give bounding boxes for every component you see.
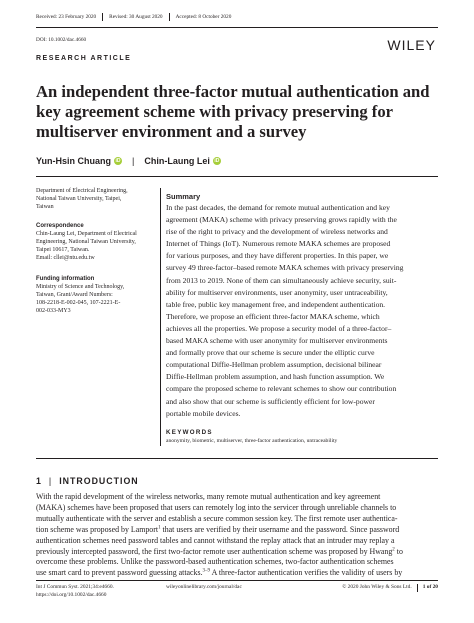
section-separator: | <box>48 476 53 486</box>
summary-heading: Summary <box>166 192 201 201</box>
body-line: authentication schemes need password tables and cannot withstand the replay attack that an intruder may replay a <box>36 535 395 545</box>
footer-right <box>342 584 438 592</box>
summary-line: Diffie-Hellman problem assumption, and hash function assumption. We <box>166 372 385 382</box>
author-name[interactable]: Chin-Laung Lei <box>144 156 210 166</box>
correspondence <box>36 222 154 262</box>
summary-line: for various purposes, and they have different properties. In this paper, we <box>166 251 389 261</box>
summary-line: Internet of Things (IoT). Numerous remote MAKA schemes are proposed <box>166 239 391 249</box>
intro-paragraph <box>36 492 438 579</box>
funding <box>36 275 154 315</box>
summary-line: and formally prove that our scheme is secure under the elliptic curve <box>166 348 375 358</box>
title-line: key agreement scheme with privacy preserving for <box>36 102 393 121</box>
section-number: 1 <box>36 476 42 486</box>
correspondence-line: Chin-Laung Lei, Department of Electrical <box>36 231 137 238</box>
copyright: © 2020 John Wiley & Sons Ltd. <box>342 584 412 591</box>
summary-line: achieves all the properties. We propose a security model of a three-factor– <box>166 323 392 333</box>
body-line: (MAKA) schemes have been proposed that users can remotely log into the servicer through unreliable channels to <box>36 502 397 512</box>
body-line: use smart card to prevent password guessing attacks.$^{3-9}$ A three-factor authentication verifies the validity of users by <box>36 568 403 578</box>
keywords-text: anonymity, biometric, multiserver, three-factor authentication, untraceability <box>166 438 338 444</box>
orcid-icon[interactable]: iD <box>115 158 121 164</box>
affiliation-line: Department of Electrical Engineering, <box>36 188 128 194</box>
orcid-icon[interactable]: iD <box>214 158 220 164</box>
abstract-rule <box>36 458 438 459</box>
revised-date: Revised: 30 August 2020 <box>109 14 163 20</box>
footer-site-link[interactable]: wileyonlinelibrary.com/journal/dac <box>166 584 242 590</box>
summary-line: In the past decades, the demand for remote mutual authentication and key <box>166 203 390 212</box>
summary-line: Therefore, we propose an efficient three-factor MAKA scheme, which <box>166 311 380 321</box>
affiliation <box>36 187 154 211</box>
authors-rule <box>36 176 438 177</box>
funding-label: Funding information <box>36 276 95 282</box>
affiliation-line: Taiwan <box>36 204 54 211</box>
summary-line: compare the proposed scheme to relevant schemes to show our contribution <box>166 384 397 394</box>
correspondence-label: Correspondence <box>36 223 84 229</box>
summary-line: computational Diffie-Hellman problem assumption, decisional bilinear <box>166 360 382 370</box>
header-rule <box>36 27 438 28</box>
keywords-heading: KEYWORDS <box>166 429 213 436</box>
accepted-date: Accepted: 8 October 2020 <box>175 14 232 20</box>
history-dates <box>36 13 231 21</box>
summary-rule <box>160 188 161 446</box>
body-line: tion scheme was proposed by Lamport$^1$ that users are verified by their username and the password. Since password <box>36 524 400 534</box>
citation-ref[interactable]: 1 <box>158 525 161 531</box>
footer-citation <box>36 584 114 599</box>
summary-line: and also show that our scheme is sufficiently efficient for low-power <box>166 396 375 406</box>
footer-rule <box>36 580 438 581</box>
divider <box>169 13 170 21</box>
received-date: Received: 23 February 2020 <box>36 14 97 20</box>
funding-line: 108-2218-E-002-045, 107-2221-E- <box>36 300 121 307</box>
correspondence-line: Engineering, National Taiwan University, <box>36 239 136 246</box>
summary-line: agreement (MAKA) scheme with privacy preserving grows rapidly with the <box>166 215 397 225</box>
section-heading <box>36 476 139 486</box>
funding-line: Taiwan, Grant/Award Numbers: <box>36 292 113 299</box>
doi-link[interactable]: DOI: 10.1002/dac.4660 <box>36 37 87 43</box>
summary-line: from 2013 to 2019. None of them can simultaneously achieve security, suit- <box>166 275 397 285</box>
body-line: previously intercepted password, the first two-factor remote user authentication scheme was proposed by Hwang$^2$ to <box>36 546 403 556</box>
citation-ref[interactable]: 3–9 <box>202 568 211 574</box>
summary-line: ability for multiserver environments, user anonymity, user untraceability, <box>166 287 388 297</box>
summary-line: survey 49 three-factor–based remote MAKA schemes with privacy preserving <box>166 263 404 273</box>
citation-ref[interactable]: 2 <box>392 546 395 552</box>
author-name[interactable]: Yun-Hsin Chuang <box>36 156 111 166</box>
journal-doi-link[interactable]: https://doi.org/10.1002/dac.4660 <box>36 591 107 598</box>
publisher-logo: WILEY <box>387 37 436 53</box>
author-list <box>36 156 221 166</box>
divider <box>102 13 103 21</box>
correspondence-line: Taipei 10617, Taiwan. <box>36 247 90 254</box>
summary-line: based MAKA scheme with user anonymity for multiserver environments <box>166 336 388 346</box>
funding-line: Ministry of Science and Technology, <box>36 284 125 291</box>
correspondence-email[interactable]: Email: cllei@ntu.edu.tw <box>36 255 95 262</box>
article-type: RESEARCH ARTICLE <box>36 55 132 62</box>
summary-line: rise of the right to privacy and the development of wireless networks and <box>166 227 388 237</box>
page-number: 1 of 20 <box>422 584 438 591</box>
body-line: overcome these problems. Unlike the password-based authentication schemes, two-factor authentication schemes <box>36 557 394 567</box>
summary-line: portable mobile devices. <box>166 408 241 418</box>
affiliation-line: National Taiwan University, Taipei, <box>36 196 122 203</box>
title-line: An independent three-factor mutual authentication and <box>36 82 430 101</box>
section-title: INTRODUCTION <box>59 476 139 486</box>
paper-title <box>36 82 438 142</box>
title-line: multiserver environment and a survey <box>36 122 307 141</box>
body-line: mutually authenticate with the server and establish a secure common session key. The first remote user authentica- <box>36 513 398 523</box>
summary-line: table free, public key management free, and independent authentication. <box>166 299 386 309</box>
divider <box>417 584 418 592</box>
body-line: With the rapid development of the wireless networks, many remote mutual authentication and key agreement <box>36 492 381 501</box>
funding-line: 002-033-MY3 <box>36 308 71 315</box>
author-separator: | <box>132 156 135 166</box>
journal-citation: Int J Commun Syst. 2021;34:e4660. <box>36 584 114 590</box>
summary-text <box>166 202 438 420</box>
